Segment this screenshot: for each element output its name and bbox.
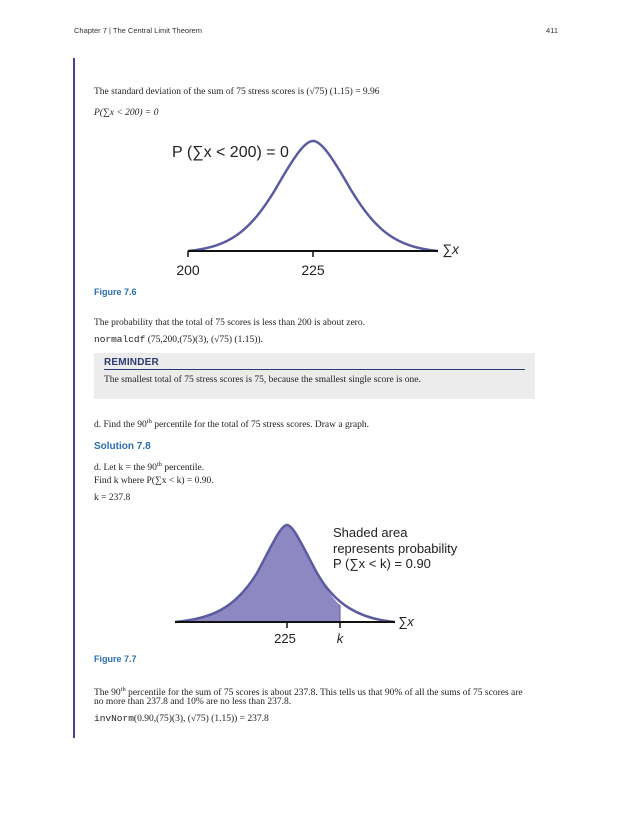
part-d-pre: d. Find the 90 — [94, 420, 147, 431]
part-d-post: percentile for the total of 75 stress scores. Draw a graph. — [151, 420, 369, 431]
reminder-text: The smallest total of 75 stress scores is 75, because the smallest single score is one. — [104, 375, 421, 385]
figure-7-6-graph — [150, 135, 480, 280]
d-let-pre: d. Let k = the 90 — [94, 463, 157, 474]
solution-title: Solution 7.8 — [94, 441, 151, 452]
conclusion-pre: The 90 — [94, 688, 121, 699]
prob-sentence: The probability that the total of 75 scores is less than 200 is about zero. — [94, 318, 365, 328]
d-let-sup: th — [156, 461, 162, 468]
normalcdf-command: normalcdf — [94, 334, 146, 345]
tick-label-225: 225 — [301, 262, 325, 278]
running-header-chapter: Chapter 7 | The Central Limit Theorem — [74, 26, 202, 35]
reminder-box — [94, 353, 535, 399]
tick-label-k: k — [336, 631, 344, 646]
part-d-sup: th — [146, 418, 152, 425]
annotation-line-3: P (∑x < k) = 0.90 — [333, 556, 431, 571]
figure-7-7-graph — [165, 515, 465, 650]
page-number: 411 — [546, 26, 558, 35]
prob-line: P(∑x < 200) = 0 — [94, 108, 159, 118]
axis-label-sum-x: ∑x — [442, 241, 459, 257]
normalcdf-args: (75,200,(75)(3), (√75) (1.15)). — [145, 335, 263, 345]
conclusion-sup: th — [120, 686, 126, 693]
reminder-title: REMINDER — [104, 357, 159, 368]
annotation-line-1: Shaded area — [333, 525, 408, 540]
figure-annotation: P (∑x < 200) = 0 — [172, 144, 289, 161]
axis-label-sum-x: ∑x — [398, 614, 414, 629]
tick-label-200: 200 — [176, 262, 200, 278]
normalcdf-line — [94, 333, 263, 347]
conclusion-line-2: no more than 237.8 and 10% are no less than 237.8. — [94, 697, 292, 707]
invnorm-command: invNorm — [94, 713, 134, 724]
invnorm-args: (0.90,(75)(3), (√75) (1.15)) = 237.8 — [133, 714, 269, 724]
invnorm-line — [94, 712, 269, 726]
d-let-line — [94, 458, 204, 475]
conclusion-post: percentile for the sum of 75 scores is about 237.8. This tells us that 90% of all the sums of 75 scores are — [125, 688, 523, 699]
figure-7-6-caption: Figure 7.6 — [94, 287, 137, 297]
part-d-question — [94, 415, 369, 432]
find-k-line: Find k where P(∑x < k) = 0.90. — [94, 476, 214, 486]
std-dev-line: The standard deviation of the sum of 75 stress scores is (√75) (1.15) = 9.96 — [94, 87, 380, 97]
figure-7-7-caption: Figure 7.7 — [94, 654, 137, 664]
annotation-line-2: represents probability — [333, 541, 458, 556]
reminder-divider — [104, 369, 525, 370]
section-margin-bar — [73, 58, 75, 738]
k-value-line: k = 237.8 — [94, 493, 131, 503]
d-let-post: percentile. — [161, 463, 205, 474]
tick-label-225: 225 — [274, 631, 296, 646]
